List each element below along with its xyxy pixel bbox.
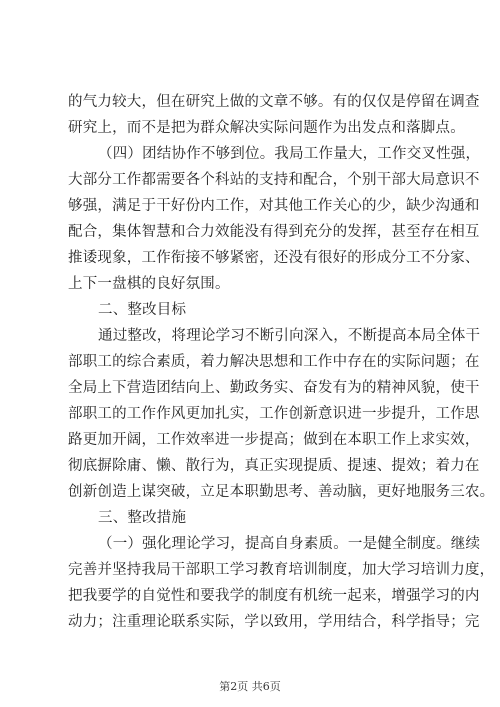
text-line: 通过整改，将理论学习不断引向深入，不断提高本局全体干 [98, 328, 481, 344]
text-line: 把我要学的自觉性和要我学的制度有机统一起来，增强学习的内 [68, 588, 480, 604]
text-line: 彻底摒除庸、懒、散行为，真正实现提质、提速、提效；着力在 [68, 458, 480, 474]
text-line: 大部分工作都需要各个科站的支持和配合，个别干部大局意识不 [68, 172, 480, 188]
text-line: 配合，集体智慧和合力效能没有得到充分的发挥，甚至存在相互 [68, 224, 480, 240]
text-line: 路更加开阔，工作效率进一步提高；做到在本职工作上求实效， [68, 432, 480, 448]
paragraph-heading: （一）强化理论学习，提高自身素质。一是健全制度。继续 [98, 536, 481, 552]
section-heading: 二、整改目标 [98, 302, 187, 318]
paragraph-heading: （四）团结协作不够到位。我局工作量大，工作交叉性强， [98, 146, 481, 162]
text-line: 够强，满足于干好份内工作，对其他工作关心的少，缺少沟通和 [68, 198, 480, 214]
text-line: 动力；注重理论联系实际，学以致用，学用结合，科学指导；完 [68, 614, 480, 630]
text-line: 上下一盘棋的良好氛围。 [68, 276, 230, 292]
text-line: 创新创造上谋突破，立足本职勤思考、善动脑，更好地服务三农。 [68, 484, 495, 500]
text-line: 推诿现象，工作衔接不够紧密，还没有很好的形成分工不分家、 [68, 250, 480, 266]
text-line: 全局上下营造团结向上、勤政务实、奋发有为的精神风貌，使干 [68, 380, 480, 396]
section-heading: 三、整改措施 [98, 510, 187, 526]
text-line: 研究上，而不是把为群众解决实际问题作为出发点和落脚点。 [68, 120, 465, 136]
text-line: 的气力较大，但在研究上做的文章不够。有的仅仅是停留在调查 [68, 94, 480, 110]
text-line: 部职工的综合素质，着力解决思想和工作中存在的实际问题；在 [68, 354, 480, 370]
text-line: 部职工的工作作风更加扎实，工作创新意识进一步提升，工作思 [68, 406, 480, 422]
page-number-footer: 第2页 共6页 [219, 680, 281, 693]
text-line: 完善并坚持我局干部职工学习教育培训制度，加大学习培训力度， [68, 562, 495, 578]
